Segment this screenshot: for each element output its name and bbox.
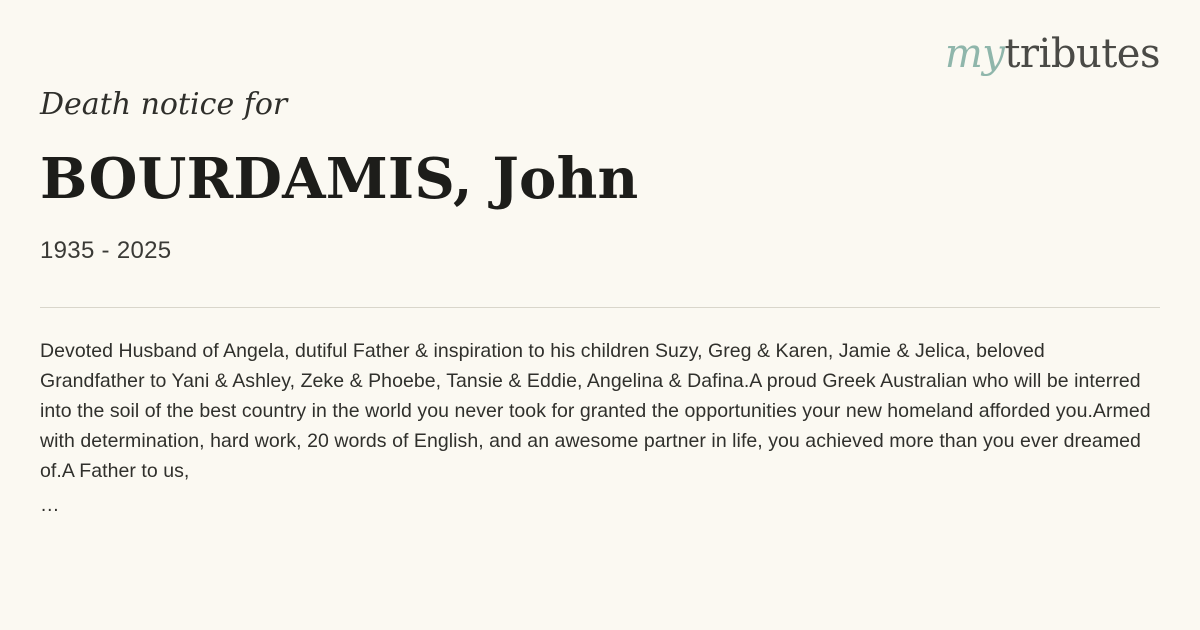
logo-tributes-text: tributes bbox=[1004, 31, 1160, 77]
page-title: BOURDAMIS, John bbox=[40, 146, 639, 212]
notice-eyebrow: Death notice for bbox=[40, 87, 288, 122]
mytributes-logo[interactable] bbox=[944, 31, 1160, 77]
notice-body: Devoted Husband of Angela, dutiful Father & inspiration to his children Suzy, Greg & Karen, Jamie & Jelica, beloved Grandfather to Yani & Ashley, Zeke & Phoebe, Tansie & Eddie, Angelina & Dafina.A proud Greek Australian who will be interred into the soil of the best country in the world you never took for granted the opportunities your new homeland afforded you.Armed with determination, hard work, 20 words of English, and an awesome partner in life, you achieved more than you ever dreamed of.A Father to us, bbox=[40, 339, 1151, 482]
truncation-indicator: … bbox=[40, 493, 60, 516]
life-dates: 1935 - 2025 bbox=[40, 236, 172, 264]
logo-my-text: my bbox=[944, 31, 1005, 77]
